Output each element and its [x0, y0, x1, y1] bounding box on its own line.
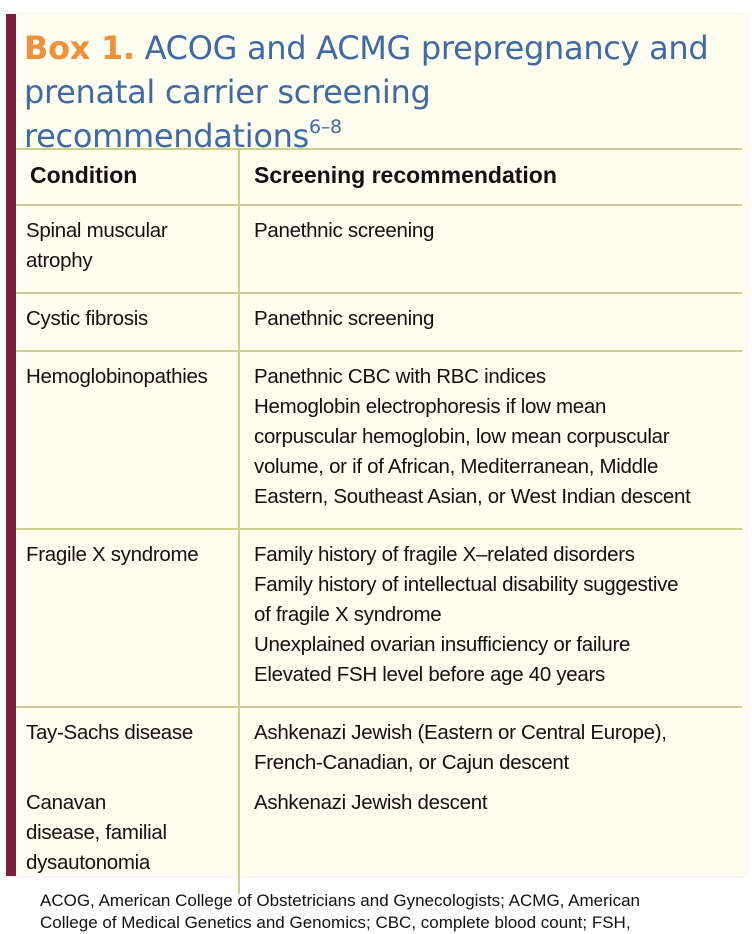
recommendation-cell: [239, 205, 742, 293]
recommendation-text: Unexplained ovarian insufficiency or failure: [254, 633, 631, 656]
condition-cell: [16, 205, 239, 293]
table-row: [16, 784, 742, 894]
condition-text: disease, familial: [26, 821, 167, 844]
footnote: [40, 890, 740, 934]
condition-cell: [16, 529, 239, 707]
box-label: Box 1.: [24, 29, 135, 67]
condition-text: dysautonomia: [26, 851, 151, 874]
condition-text: Hemoglobinopathies: [26, 365, 208, 388]
condition-cell: [16, 293, 239, 351]
recommendation-text: Eastern, Southeast Asian, or West Indian descent: [254, 485, 691, 508]
recommendation-text: Elevated FSH level before age 40 years: [254, 663, 605, 686]
condition-cell: [16, 351, 239, 529]
table-header-row: [16, 149, 742, 205]
condition-text: Tay-Sachs disease: [26, 721, 193, 744]
table-row: [16, 205, 742, 293]
table-row: [16, 707, 742, 784]
table-row: [16, 351, 742, 529]
recommendation-text: Hemoglobin electrophoresis if low mean: [254, 395, 607, 418]
recommendation-text: Panethnic CBC with RBC indices: [254, 365, 546, 388]
recommendation-text: Family history of intellectual disability suggestive: [254, 573, 679, 596]
recommendation-text: of fragile X syndrome: [254, 603, 442, 626]
recommendation-text: Family history of fragile X–related disorders: [254, 543, 635, 566]
header-condition: Condition: [16, 149, 239, 205]
recommendation-text: Panethnic screening: [254, 307, 435, 330]
condition-cell: [16, 707, 239, 784]
recommendation-cell: [239, 293, 742, 351]
recommendation-text: Panethnic screening: [254, 219, 435, 242]
condition-text: Spinal muscular: [26, 219, 168, 242]
reference-superscript: 6–8: [309, 116, 342, 138]
recommendation-cell: [239, 529, 742, 707]
recommendation-text: corpuscular hemoglobin, low mean corpuscular: [254, 425, 670, 448]
box-title: [24, 26, 736, 158]
footnote-line: College of Medical Genetics and Genomics; CBC, complete blood count; FSH,: [40, 913, 631, 932]
recommendation-cell: [239, 707, 742, 784]
footnote-line: ACOG, American College of Obstetricians and Gynecologists; ACMG, American: [40, 891, 640, 910]
recommendation-text: French-Canadian, or Cajun descent: [254, 751, 569, 774]
table-row: [16, 293, 742, 351]
recommendation-cell: [239, 784, 742, 894]
condition-text: Fragile X syndrome: [26, 543, 199, 566]
condition-text: Canavan: [26, 791, 106, 814]
recommendation-text: Ashkenazi Jewish descent: [254, 791, 488, 814]
condition-text: atrophy: [26, 249, 93, 272]
header-recommendation: Screening recommendation: [239, 149, 742, 205]
box-title-text: ACOG and ACMG prepregnancy and prenatal carrier screening recommendations: [24, 29, 709, 155]
recommendation-cell: [239, 351, 742, 529]
condition-text: Cystic fibrosis: [26, 307, 148, 330]
recommendation-text: volume, or if of African, Mediterranean, Middle: [254, 455, 659, 478]
recommendations-table: [16, 148, 742, 894]
condition-cell: [16, 784, 239, 894]
table-row: [16, 529, 742, 707]
recommendation-text: Ashkenazi Jewish (Eastern or Central Europe),: [254, 721, 667, 744]
